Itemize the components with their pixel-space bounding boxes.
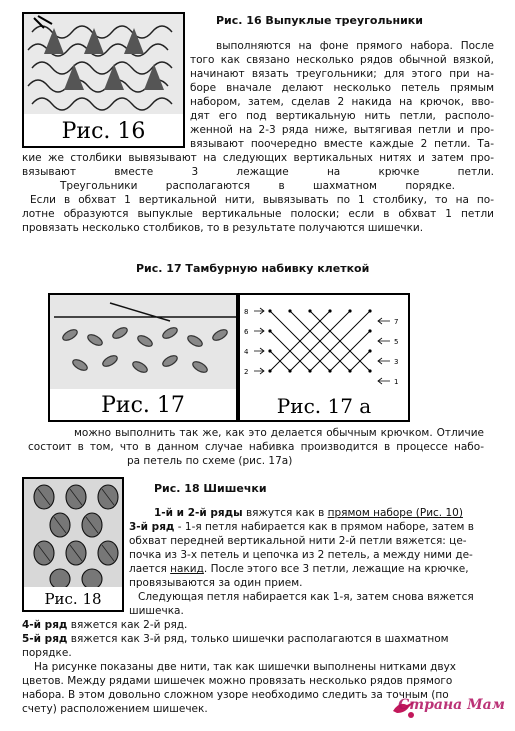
fig16-line-7: женной на 2-3 ряда ниже, вытягивая петли и про- <box>190 124 494 136</box>
fig18-line-7: Следующая петля набирается как 1-я, затем снова вяжется <box>138 591 474 603</box>
fig16-line-14: провязать несколько столбиков, то в результате получаются шишечки. <box>22 222 424 234</box>
fig18-image <box>22 477 124 612</box>
fig16-line-1: выполняются на фоне прямого набора. После <box>216 40 494 52</box>
fig18-line-14: набора. В этом довольно сложном узоре необходимо следить за точным (по <box>22 689 449 701</box>
row-1-2-text: вяжутся как в <box>242 507 328 519</box>
row-5-text: вяжется как 3-й ряд, только шишечки располагаются в шахматном <box>67 633 449 645</box>
fig18-line-2 <box>129 521 474 534</box>
fig16-line-11: Треугольники располагаются в шахматном порядке. <box>60 180 455 192</box>
fig18-line-1 <box>154 507 463 520</box>
fig17-line-3: ра петель по схеме (рис. 17а) <box>127 455 293 467</box>
fig17a-diagram <box>238 293 410 422</box>
fig16-line-6: дят его под вертикальную нить петли, располо- <box>190 110 494 122</box>
fig16-line-8: вязывают поочередно вместе каждые 2 петли. Та- <box>190 138 494 150</box>
fig16-image <box>22 12 185 148</box>
row-label-5: 5 <box>394 338 399 346</box>
fig18-heading: Рис. 18 Шишечки <box>154 482 267 495</box>
row-label-2: 2 <box>244 368 249 376</box>
fig17-line-1: можно выполнить так же, как это делается обычным крючком. Отличие <box>74 427 484 439</box>
fig18-line-11: порядке. <box>22 647 72 659</box>
line5-pre: лается <box>129 563 171 575</box>
row-label-4: 4 <box>244 348 249 356</box>
row-label-1: 1 <box>394 378 399 386</box>
fig18-line-4: почка из 3-х петель и цепочка из 2 петель, а между ними де- <box>129 549 473 561</box>
fig17-heading: Рис. 17 Тамбурную набивку клеткой <box>136 262 370 275</box>
fig18-line-5 <box>129 563 469 576</box>
fig16-line-13: лотне образуются выпуклые вертикальные полоски; если в обхват 1 петли <box>22 208 494 220</box>
link-yarn-over[interactable]: накид <box>170 563 204 575</box>
row-4-text: вяжется как 2-й ряд. <box>67 619 188 631</box>
fig16-line-3: начинают вязать треугольники; для этого при на- <box>190 68 494 80</box>
fig18-line-9 <box>22 619 187 632</box>
fig16-heading: Рис. 16 Выпуклые треугольники <box>216 14 423 27</box>
fig17-image <box>48 293 238 422</box>
fig16-line-5: набором, затем, сделав 2 накида на крючок, вво- <box>190 96 494 108</box>
fig17-caption: Рис. 17 <box>101 393 185 418</box>
fig18-line-13: цветов. Между рядами шишечек можно провязать несколько рядов прямого <box>22 675 453 687</box>
fig18-line-3: обхват передней вертикальной нити 2-й петли вяжется: це- <box>129 535 467 547</box>
row-label-3: 3 <box>394 358 399 366</box>
fig16-knit-illustration <box>24 14 183 114</box>
fig18-line-8: шишечка. <box>129 605 184 617</box>
row-3-text: - 1-я петля набирается как в прямом наборе, затем в <box>174 521 474 533</box>
row-label-7: 7 <box>394 318 399 326</box>
fig17a-caption: Рис. 17 а <box>276 394 372 418</box>
fig17a-chart-svg <box>240 295 408 395</box>
fig18-knit-illustration <box>24 479 122 587</box>
fig18-line-15: счету) расположением шишечек. <box>22 703 208 715</box>
fig16-line-9: кие же столбики вывязывают на следующих вертикальных нитях и затем про- <box>22 152 494 164</box>
fig18-line-6: провязываются за один прием. <box>129 577 303 589</box>
link-direct-set[interactable]: прямом наборе (Рис. 10) <box>327 507 463 519</box>
fig17-line-2: состоит в том, что в данном случае набивка производится в процессе набо- <box>28 441 484 453</box>
fig17-knit-illustration <box>50 295 236 389</box>
fig18-line-10 <box>22 633 449 646</box>
line5-post: . После этого все 3 петли, лежащие на крючке, <box>203 563 469 575</box>
fig16-line-12: Если в обхват 1 вертикальной нити, вывязывать по 1 столбику, то на по- <box>30 194 494 206</box>
row-1-2-label: 1-й и 2-й ряды <box>154 507 243 519</box>
fig16-line-10: вязывают вместе 3 лежащие на крючке петли. <box>22 166 494 178</box>
row-4-label: 4-й ряд <box>22 619 68 631</box>
watermark-logo: Страна Мам <box>398 697 505 713</box>
row-label-8: 8 <box>244 308 249 316</box>
fig16-line-4: боре вначале делают несколько петель прямым <box>190 82 494 94</box>
fig18-caption: Рис. 18 <box>44 590 102 608</box>
row-5-label: 5-й ряд <box>22 633 68 645</box>
fig18-line-12: На рисунке показаны две нити, так как шишечки выполнены нитками двух <box>34 661 457 673</box>
fig16-line-2: того как связано несколько рядов обычной вязкой, <box>190 54 494 66</box>
row-label-6: 6 <box>244 328 249 336</box>
fig16-caption: Рис. 16 <box>61 119 146 144</box>
row-3-label: 3-й ряд <box>129 521 175 533</box>
